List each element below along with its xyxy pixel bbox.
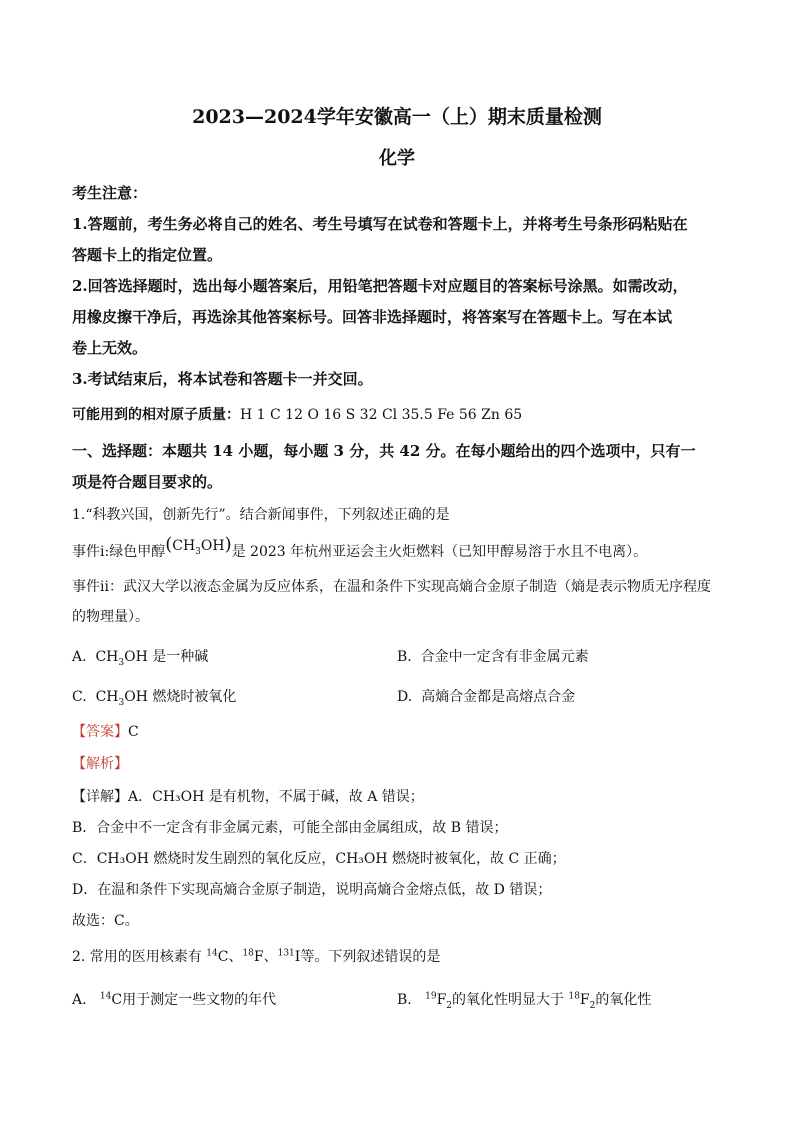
answer-value: C [128,724,139,740]
question-1-stem: 1.“科教兴国，创新先行”。结合新闻事件，下列叙述正确的是 [72,507,450,523]
notice-item: 答题卡上的指定位置。 [72,246,223,264]
option-c: C. $CH_3OH$ 燃烧时被氧化 [72,689,237,708]
notice-item: 2.回答选择题时，选出每小题答案后，用铅笔把答题卡对应题目的答案标号涂黑。如需改动， [72,277,688,295]
exam-title: 2023—2024学年安徽高一（上）期末质量检测 [192,106,602,128]
question-1-event-2: 事件ⅱ：武汉大学以液态金属为反应体系，在温和条件下实现高熵合金原子制造（熵是表示物质无序程度 [72,579,711,595]
detail-line: B．合金中不一定含有非金属元素，可能全部由金属组成，故 B 错误； [72,820,508,836]
section-heading: 一、选择题：本题共 14 小题，每小题 3 分，共 42 分。在每小题给出的四个选项中，只有一 [72,442,696,460]
atomic-mass-line [72,404,732,424]
analysis-tag: 【解析】 [72,756,128,772]
atomic-mass-label: 可能用到的相对原子质量： [72,407,240,423]
notice-item: 用橡皮擦干净后，再选涂其他答案标号。回答非选择题时，将答案写在答题卡上。写在本试 [72,308,673,326]
question-1-event-2-cont: 的物理量）。 [72,609,149,625]
option-c-formula: $CH_3OH$ [95,689,148,708]
notice-item: 卷上无效。 [72,339,148,357]
q2-option-a: A. $^{14}$C用于测定一些文物的年代 [72,991,277,1008]
event-1-prefix: 事件ⅰ:绿色甲醇 [72,544,166,560]
detail-line: 故选：C。 [72,913,139,929]
answer-tag: 【答案】 [72,724,128,740]
q2-option-b: B. $^{19}F_2$的氧化性明显大于 $^{18}F_2$的氧化性 [397,991,652,1011]
section-heading: 项是符合题目要求的。 [72,473,223,491]
event-1-suffix: 是 2023 年杭州亚运会主火炬燃料（已知甲醇易溶于水且不电离）。 [231,544,648,560]
notice-item: 3.考试结束后，将本试卷和答题卡一并交回。 [72,370,373,388]
notice-heading: 考生注意： [72,184,148,202]
question-1-event-1: 事件ⅰ:绿色甲醇$(CH_3OH)$是 2023 年杭州亚运会主火炬燃料（已知甲醇易溶于水且不电离）。 [72,534,648,560]
detail-line: 【详解】A．CH₃OH 是有机物，不属于碱，故 A 错误； [72,789,424,805]
event-1-formula: $CH_3OH$ [172,538,225,557]
notice-item: 1.答题前，考生务必将自己的姓名、考生号填写在试卷和答题卡上，并将考生号条形码粘贴在 [72,215,688,233]
question-2-stem: 2. 常用的医用核素有 $^{14}$C、$^{18}$F、$^{131}$I等。下列叙述错误的是 [72,948,441,965]
detail-line: C．CH₃OH 燃烧时发生剧烈的氧化反应，CH₃OH 燃烧时被氧化，故 C 正确； [72,851,566,867]
detail-line: D．在温和条件下实现高熵合金原子制造，说明高熵合金熔点低，故 D 错误； [72,882,552,898]
option-a-formula: $CH_3OH$ [95,649,148,668]
option-a: A. $CH_3OH$ 是一种碱 [72,649,209,668]
atomic-mass-values: H 1 C 12 O 16 S 32 Cl 35.5 Fe 56 Zn 65 [240,407,523,423]
answer-line [72,721,732,741]
subject-title: 化学 [379,148,415,169]
option-d: D. 高熵合金都是高熔点合金 [397,689,576,705]
option-b: B. 合金中一定含有非金属元素 [397,649,589,665]
